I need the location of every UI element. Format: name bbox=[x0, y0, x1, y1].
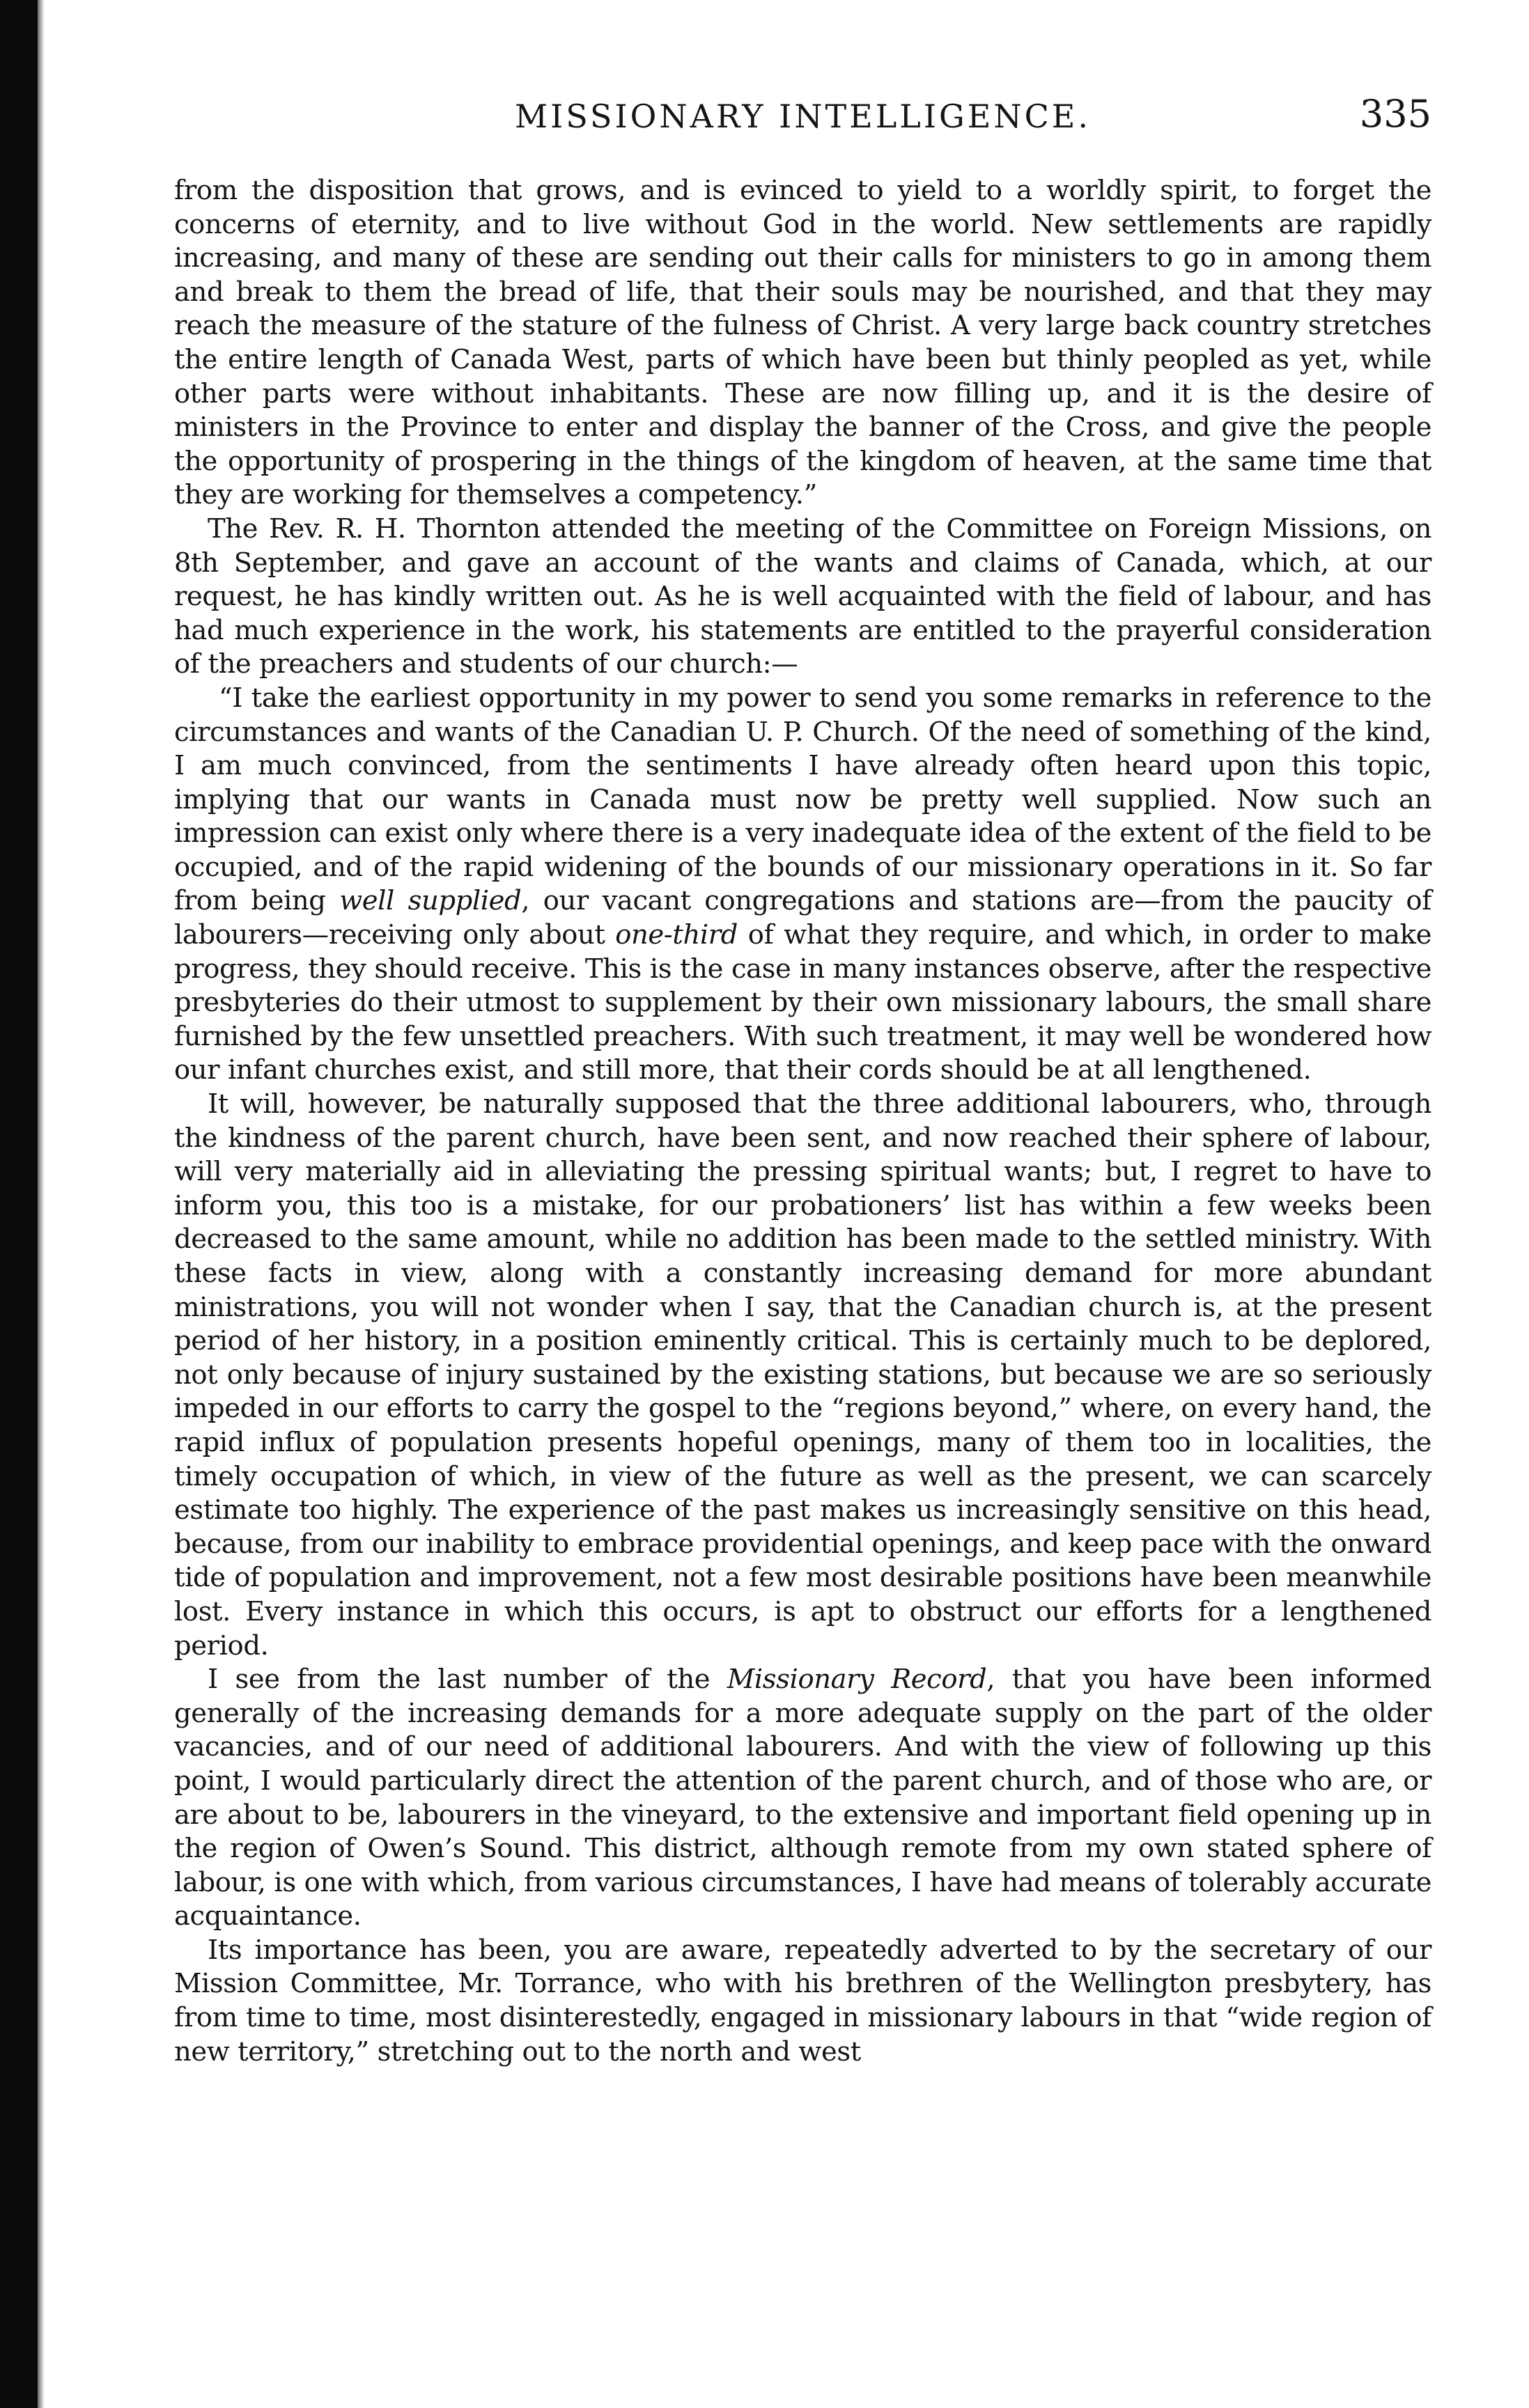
document-page bbox=[174, 84, 1431, 2069]
text-run: of what they require, and which, in order to make progress, they should receive. This is the case in many instances observe, after the respective presbyteries do their utmost to supplement by their own missionary labours, the small share furnished by the few unsettled preachers. With such treatment, it may well be wondered how our infant churches exist, and still more, that their cords should be at all lengthened. bbox=[174, 919, 1431, 1086]
page-header bbox=[174, 84, 1431, 146]
italic-phrase: Missionary Record bbox=[727, 1664, 987, 1696]
scan-binding-edge bbox=[0, 0, 38, 2408]
paragraph-4 bbox=[174, 1088, 1431, 1663]
paragraph-2 bbox=[174, 513, 1431, 682]
scan-binding-shadow bbox=[38, 0, 45, 2408]
text-run: Its importance has been, you are aware, repeatedly adverted to by the secretary of our Mission Committee, Mr. Torrance, who with his brethren of the Wellington presbytery, has from time to time, most disinterestedly, engaged in missionary labours in that “wide region of new territory,” stretching out to the north and west bbox=[174, 1934, 1431, 2067]
text-run: I see from the last number of the bbox=[208, 1664, 727, 1696]
text-run: “I take the earliest opportunity in my power to send you some remarks in reference to the circumstances and wants of the Canadian U. P. Church. Of the need of something of the kind, I am much convinced, from the sentiments I have already often heard upon this topic, implying that our wants in Canada must now be pretty well supplied. Now such an impression can exist only where there is a very inadequate idea of the extent of the field to be occupied, and of the rapid widening of the bounds of our missionary operations in it. So far from being bbox=[174, 682, 1431, 917]
text-run: It will, however, be naturally supposed that the three additional labourers, who, through the kindness of the parent church, have been sent, and now reached their sphere of labour, will very materially aid in alleviating the pressing spiritual wants; but, I regret to have to inform you, this too is a mistake, for our probationers’ list has within a few weeks been decreased to the same amount, while no addition has been made to the settled ministry. With these facts in view, along with a constantly increasing demand for more abundant ministrations, you will not wonder when I say, that the Canadian church is, at the present period of her history, in a position eminently critical. This is certainly much to be deplored, not only because of injury sustained by the existing stations, but because we are so seriously impeded in our efforts to carry the gospel to the “regions beyond,” where, on every hand, the rapid influx of population presents hopeful openings, many of them too in localities, the timely occupation of which, in view of the future as well as the present, we can scarcely estimate too highly. The experience of the past makes us increasingly sensitive on this head, because, from our inability to embrace providential openings, and keep pace with the onward tide of population and improvement, not a few most desirable positions have been meanwhile lost. Every instance in which this occurs, is apt to obstruct our efforts for a lengthened period. bbox=[174, 1088, 1431, 1662]
page-number: 335 bbox=[1359, 92, 1431, 136]
body-text bbox=[174, 174, 1431, 2069]
text-run: The Rev. R. H. Thornton attended the meeting of the Committee on Foreign Missions, on 8th September, and gave an account of the wants and claims of Canada, which, at our request, he has kindly written out. As he is well acquainted with the field of labour, and has had much experience in the work, his statements are entitled to the prayerful consideration of the preachers and students of our church:— bbox=[174, 513, 1431, 680]
paragraph-5 bbox=[174, 1663, 1431, 1934]
running-title: MISSIONARY INTELLIGENCE. bbox=[515, 97, 1091, 135]
text-run: , that you have been informed generally of the increasing demands for a more adequate supply on the part of the older vacancies, and of our need of additional labourers. And with the view of following up this point, I would particularly direct the attention of the parent church, and of those who are, or are about to be, labourers in the vineyard, to the extensive and important field opening up in the region of Owen’s Sound. This district, although remote from my own stated sphere of labour, is one with which, from various circumstances, I have had means of tolerably accurate acquaintance. bbox=[174, 1664, 1431, 1932]
paragraph-3 bbox=[174, 682, 1431, 1088]
text-run: , our vacant congregations and stations are—from the paucity of labourers—receiving only about bbox=[174, 885, 1431, 951]
paragraph-6 bbox=[174, 1934, 1431, 2069]
text-run: from the disposition that grows, and is evinced to yield to a worldly spirit, to forget the concerns of eternity, and to live without God in the world. New settlements are rapidly increasing, and many of these are sending out their calls for ministers to go in among them and break to them the bread of life, that their souls may be nourished, and that they may reach the measure of the stature of the fulness of Christ. A very large back country stretches the entire length of Canada West, parts of which have been but thinly peopled as yet, while other parts were without inhabitants. These are now filling up, and it is the desire of ministers in the Province to enter and display the banner of the Cross, and give the people the opportunity of prospering in the things of the kingdom of heaven, at the same time that they are working for themselves a competency.” bbox=[174, 175, 1431, 511]
italic-phrase: well supplied bbox=[339, 885, 522, 917]
italic-phrase: one-third bbox=[615, 919, 738, 951]
paragraph-1 bbox=[174, 174, 1431, 513]
